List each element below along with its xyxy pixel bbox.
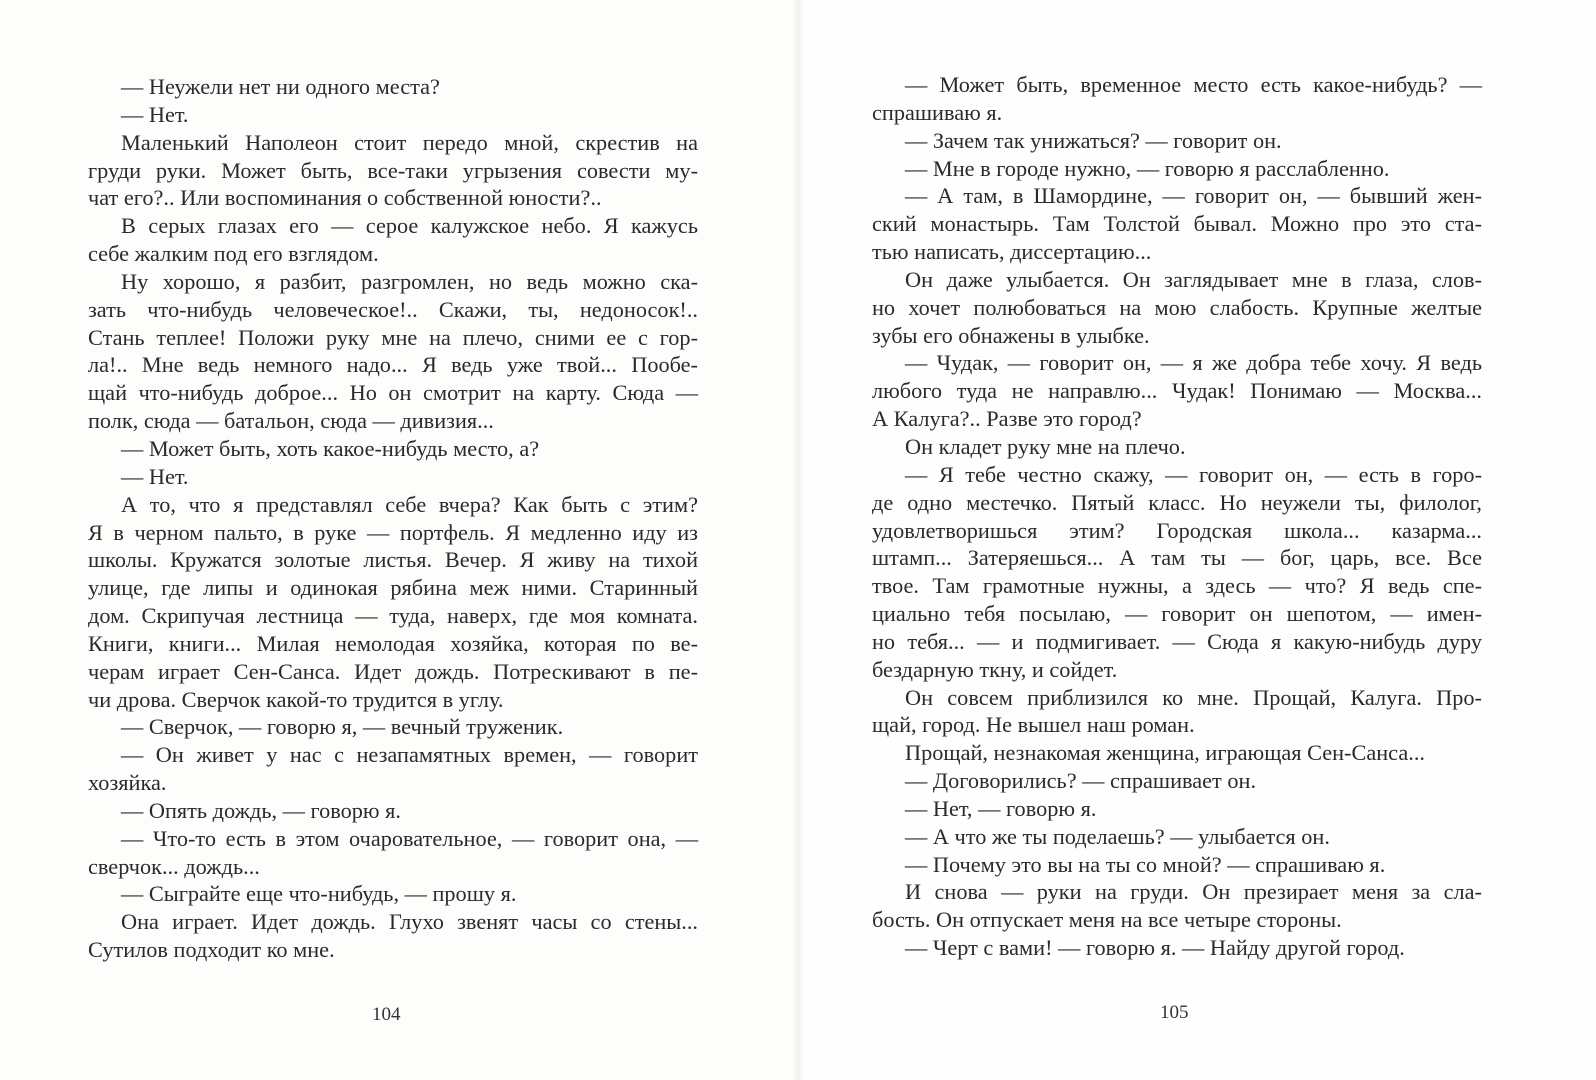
text-line: себе жалким под его взглядом.	[88, 241, 379, 267]
text-line: — Нет.	[121, 463, 189, 489]
paragraph	[88, 491, 698, 714]
text-line: удовлетворишься этим? Городская школа... казарма...	[872, 517, 1482, 543]
text-line: — А там, в Шамордине, — говорит он, — бывший жен-	[905, 183, 1482, 209]
text-line: — Договорились? — спрашивает он.	[905, 768, 1257, 794]
text-line: щай что-нибудь доброе... Но он смотрит на карту. Сюда —	[88, 380, 698, 406]
text-line: Стань теплее! Положи руку мне на плечо, сними ее с гор-	[88, 324, 698, 350]
text-line: — Мне в городе нужно, — говорю я расслабленно.	[905, 155, 1390, 181]
text-line: В серых глазах его — серое калужское небо. Я кажусь	[121, 213, 698, 239]
text-line: циально тебя посылаю, — говорит он шепотом, — имен-	[872, 601, 1482, 627]
paragraph	[872, 795, 1482, 823]
text-line: Книги, книги... Милая немолодая хозяйка, которая по ве-	[88, 630, 698, 656]
paragraph	[88, 129, 698, 213]
paragraph	[872, 349, 1482, 433]
text-line: Я в черном пальто, в руке — портфель. Я медленно иду из	[88, 519, 698, 545]
text-line: чи дрова. Сверчок какой-то трудится в углу.	[88, 686, 504, 712]
text-line: — Опять дождь, — говорю я.	[121, 797, 401, 823]
paragraph	[872, 767, 1482, 795]
paragraph	[88, 741, 698, 797]
paragraph	[872, 71, 1482, 127]
text-line: груди руки. Может быть, все-таки угрызения совести му-	[88, 157, 698, 183]
paragraph	[872, 266, 1482, 350]
paragraph	[88, 713, 698, 741]
paragraph	[88, 73, 698, 101]
text-line: ла!.. Мне ведь немного надо... Я ведь уже твой... Пообе-	[88, 352, 698, 378]
book-gutter	[792, 0, 804, 1080]
text-line: штамп... Затеряешься... А там ты — бог, царь, все. Все	[872, 545, 1482, 571]
text-line: черам играет Сен-Санса. Идет дождь. Потрескивают в пе-	[88, 658, 698, 684]
text-line: бость. Он отпускает меня на все четыре стороны.	[872, 907, 1342, 933]
text-line: — Черт с вами! — говорю я. — Найду другой город.	[905, 935, 1405, 961]
paragraph	[88, 463, 698, 491]
paragraph	[88, 797, 698, 825]
paragraph	[88, 880, 698, 908]
text-line: щай, город. Не вышел наш роман.	[872, 712, 1195, 738]
text-line: но тебя... — и подмигивает. — Сюда я какую-нибудь дуру	[872, 628, 1482, 654]
text-line: улице, где липы и одинокая рябина меж ними. Старинный	[88, 575, 698, 601]
paragraph	[88, 435, 698, 463]
paragraph	[88, 101, 698, 129]
text-line: любого туда не направлю... Чудак! Понимаю — Москва...	[872, 378, 1482, 404]
text-line: сверчок... дождь...	[88, 853, 260, 879]
paragraph	[872, 739, 1482, 767]
text-line: Он даже улыбается. Он заглядывает мне в глаза, слов-	[905, 266, 1482, 292]
text-line: И снова — руки на груди. Он презирает меня за сла-	[905, 879, 1482, 905]
right-page	[798, 0, 1596, 1080]
text-line: А то, что я представлял себе вчера? Как быть с этим?	[121, 491, 698, 517]
text-line: полк, сюда — батальон, сюда — дивизия...	[88, 408, 494, 434]
text-line: — Что-то есть в этом очаровательное, — говорит она, —	[121, 825, 698, 851]
text-line: твое. Там грамотные нужны, а здесь — что? Я ведь спе-	[872, 573, 1482, 599]
text-line: — Неужели нет ни одного места?	[121, 74, 440, 99]
text-line: — Сверчок, — говорю я, — вечный труженик.	[121, 714, 564, 740]
paragraph	[872, 182, 1482, 266]
paragraph	[872, 823, 1482, 851]
text-line: Ну хорошо, я разбит, разгромлен, но ведь можно ска-	[121, 268, 698, 294]
paragraph	[88, 825, 698, 881]
text-line: школы. Кружатся золотые листья. Вечер. Я живу на тихой	[88, 547, 698, 573]
text-line: — Сыграйте еще что-нибудь, — прошу я.	[121, 881, 517, 907]
paragraph	[872, 155, 1482, 183]
text-line: Он совсем приблизился ко мне. Прощай, Калуга. Про-	[905, 684, 1482, 710]
text-line: Она играет. Идет дождь. Глухо звенят часы со стены...	[121, 909, 698, 935]
text-line: Сутилов подходит ко мне.	[88, 937, 335, 963]
page-text	[88, 73, 698, 964]
text-line: — Нет, — говорю я.	[905, 795, 1097, 821]
text-line: дом. Скрипучая лестница — туда, наверх, где моя комната.	[88, 603, 698, 629]
text-line: но хочет полюбоваться на мою слабость. Крупные желтые	[872, 294, 1482, 320]
text-line: тью написать, диссертацию...	[872, 239, 1152, 265]
page-text	[872, 71, 1482, 962]
text-line: чат его?.. Или воспоминания о собственной юности?..	[88, 185, 602, 211]
page-number: 104	[372, 1004, 401, 1025]
paragraph	[88, 908, 698, 964]
paragraph	[88, 268, 698, 435]
text-line: — Нет.	[121, 101, 189, 127]
text-line: Маленький Наполеон стоит передо мной, скрестив на	[121, 129, 698, 155]
text-line: — Может быть, временное место есть какое-нибудь? —	[905, 72, 1482, 97]
text-line: — Я тебе честно скажу, — говорит он, — есть в горо-	[905, 461, 1482, 487]
text-line: зать что-нибудь человеческое!.. Скажи, ты, недоносок!..	[88, 296, 698, 322]
text-line: — Он живет у нас с незапамятных времен, — говорит	[121, 742, 698, 768]
text-line: бездарную ткну, и сойдет.	[872, 656, 1118, 682]
paragraph	[88, 212, 698, 268]
paragraph	[872, 878, 1482, 934]
paragraph	[872, 461, 1482, 684]
paragraph	[872, 851, 1482, 879]
text-line: Прощай, незнакомая женщина, играющая Сен-Санса...	[905, 740, 1425, 766]
paragraph	[872, 684, 1482, 740]
paragraph	[872, 934, 1482, 962]
text-line: — Может быть, хоть какое-нибудь место, а?	[121, 435, 540, 461]
text-line: — Чудак, — говорит он, — я же добра тебе хочу. Я ведь	[905, 350, 1482, 376]
text-line: ский монастырь. Там Толстой бывал. Можно про это ста-	[872, 211, 1482, 237]
paragraph	[872, 433, 1482, 461]
text-line: спрашиваю я.	[872, 99, 1003, 125]
page-number: 105	[1160, 1002, 1189, 1023]
text-line: зубы его обнажены в улыбке.	[872, 322, 1150, 348]
text-line: — Зачем так унижаться? — говорит он.	[905, 127, 1282, 153]
text-line: хозяйка.	[88, 770, 167, 796]
text-line: А Калуга?.. Разве это город?	[872, 406, 1142, 432]
text-line: — А что же ты поделаешь? — улыбается он.	[905, 823, 1330, 849]
paragraph	[872, 127, 1482, 155]
text-line: — Почему это вы на ты со мной? — спрашиваю я.	[905, 851, 1386, 877]
text-line: Он кладет руку мне на плечо.	[905, 433, 1186, 459]
text-line: де одно местечко. Пятый класс. Но неужели ты, филолог,	[872, 489, 1482, 515]
